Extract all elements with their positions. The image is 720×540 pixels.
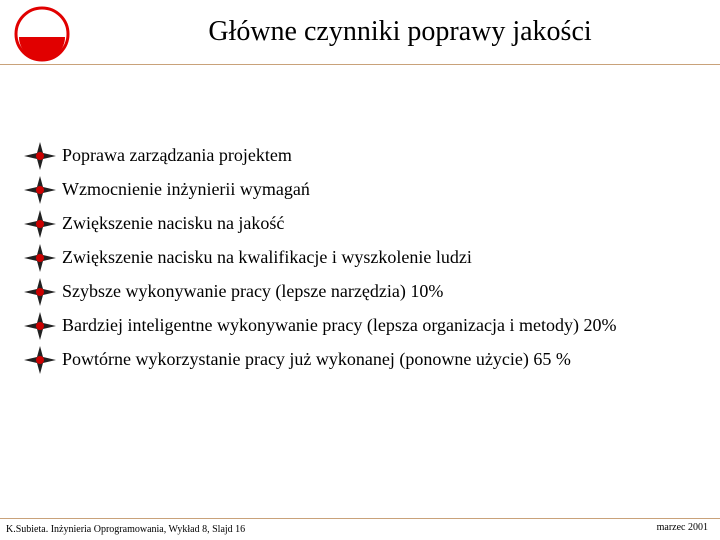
bullet-text: Powtórne wykorzystanie pracy już wykonanej (ponowne użycie) 65 %	[62, 349, 571, 369]
bullet-item	[20, 342, 616, 376]
footer-credit: K.Subieta. Inżynieria Oprogramowania, Wykład 8, Slajd 16	[6, 524, 246, 535]
bullet-text: Poprawa zarządzania projektem	[62, 145, 292, 165]
bullet-item	[20, 172, 616, 206]
compass-star-icon	[24, 346, 56, 374]
bullet-item	[20, 206, 616, 240]
compass-star-icon	[24, 312, 56, 340]
header-divider	[0, 64, 720, 65]
logo-icon	[14, 6, 70, 62]
bullet-item	[20, 308, 616, 342]
footer-date: marzec 2001	[656, 522, 708, 533]
footer-divider	[0, 518, 720, 519]
compass-star-icon	[24, 176, 56, 204]
bullet-item	[20, 274, 616, 308]
compass-star-icon	[24, 210, 56, 238]
bullet-list	[20, 138, 616, 376]
slide-title: Główne czynniki poprawy jakości	[208, 16, 592, 47]
bullet-item	[20, 138, 616, 172]
bullet-item	[20, 240, 616, 274]
compass-star-icon	[24, 244, 56, 272]
bullet-text: Zwiększenie nacisku na kwalifikacje i wyszkolenie ludzi	[62, 247, 472, 267]
bullet-text: Bardziej inteligentne wykonywanie pracy (lepsza organizacja i metody) 20%	[62, 315, 617, 335]
bullet-text: Zwiększenie nacisku na jakość	[62, 213, 285, 233]
compass-star-icon	[24, 142, 56, 170]
bullet-text: Wzmocnienie inżynierii wymagań	[62, 179, 310, 199]
bullet-text: Szybsze wykonywanie pracy (lepsze narzędzia) 10%	[62, 281, 444, 301]
compass-star-icon	[24, 278, 56, 306]
